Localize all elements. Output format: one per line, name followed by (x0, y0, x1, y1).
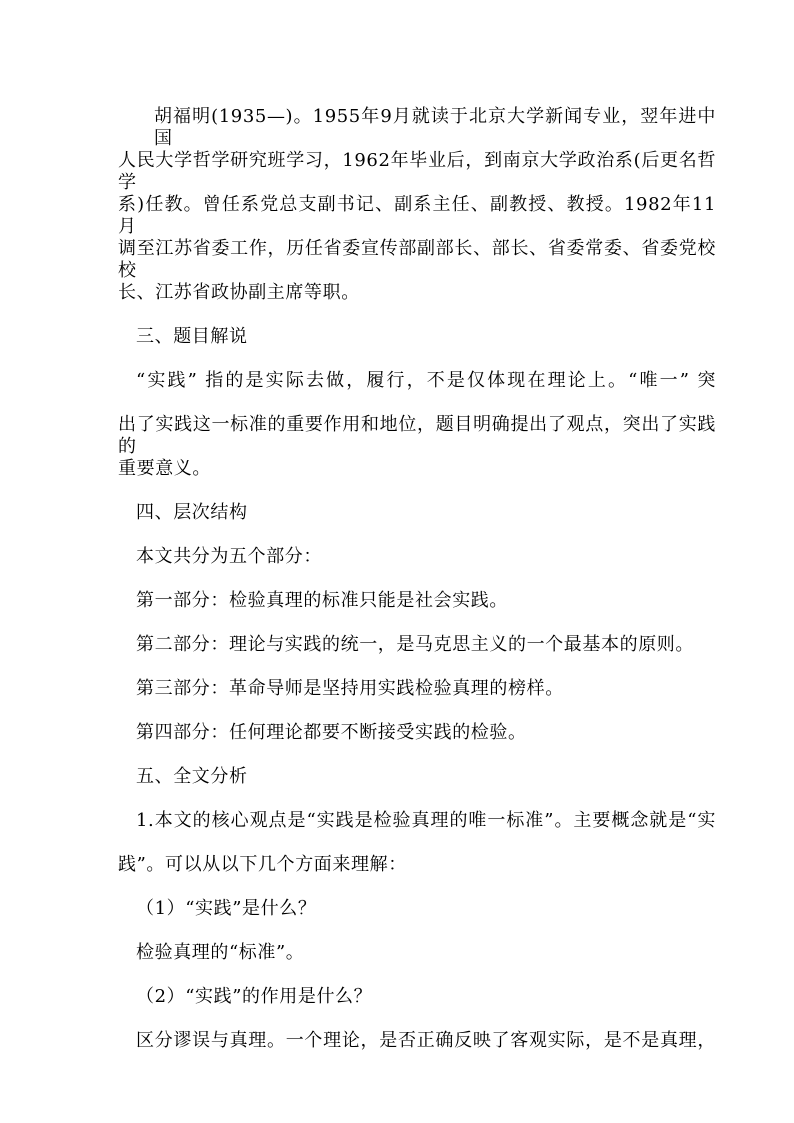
section3-line-3: 重要意义。 (118, 458, 211, 479)
section3-line-1: “实践” 指的是实际去做，履行，不是仅体现在理论上。“唯一” 突 (136, 370, 716, 391)
section4-part-3: 第三部分：革命导师是坚持用实践检验真理的榜样。 (136, 678, 564, 699)
section3-heading: 三、题目解说 (136, 326, 248, 347)
answer-2: 区分谬误与真理。一个理论，是否正确反映了客观实际，是不是真理， (136, 1030, 716, 1051)
bio-line-1: 胡福明(1935—)。1955年9月就读于北京大学新闻专业，翌年进中国 (154, 106, 716, 149)
section3-line-2: 出了实践这一标准的重要作用和地位，题目明确提出了观点，突出了实践的 (118, 414, 716, 457)
section4-part-4: 第四部分：任何理论都要不断接受实践的检验。 (136, 722, 527, 743)
question-1: （1）“实践”是什么？ (136, 898, 317, 919)
section5-point1-line-1: 1.本文的核心观点是“实践是检验真理的唯一标准”。主要概念就是“实 (136, 810, 716, 831)
section5-heading: 五、全文分析 (136, 766, 248, 787)
section4-part-1: 第一部分：检验真理的标准只能是社会实践。 (136, 590, 508, 611)
question-2: （2）“实践”的作用是什么？ (136, 986, 373, 1007)
bio-line-3: 系)任教。曾任系党总支副书记、副系主任、副教授、教授。1982年11月 (118, 194, 716, 237)
section5-point1-line-2: 践”。可以从以下几个方面来理解： (118, 854, 407, 875)
bio-line-4: 调至江苏省委工作，历任省委宣传部副部长、部长、省委常委、省委党校校 (118, 238, 716, 281)
section4-part-2: 第二部分：理论与实践的统一，是马克思主义的一个最基本的原则。 (136, 634, 694, 655)
bio-line-2: 人民大学哲学研究班学习，1962年毕业后，到南京大学政治系(后更名哲学 (118, 150, 716, 193)
bio-line-5: 长、江苏省政协副主席等职。 (118, 282, 360, 303)
section4-heading: 四、层次结构 (136, 502, 248, 523)
answer-1: 检验真理的“标准”。 (136, 942, 305, 963)
section4-intro: 本文共分为五个部分： (136, 546, 322, 567)
